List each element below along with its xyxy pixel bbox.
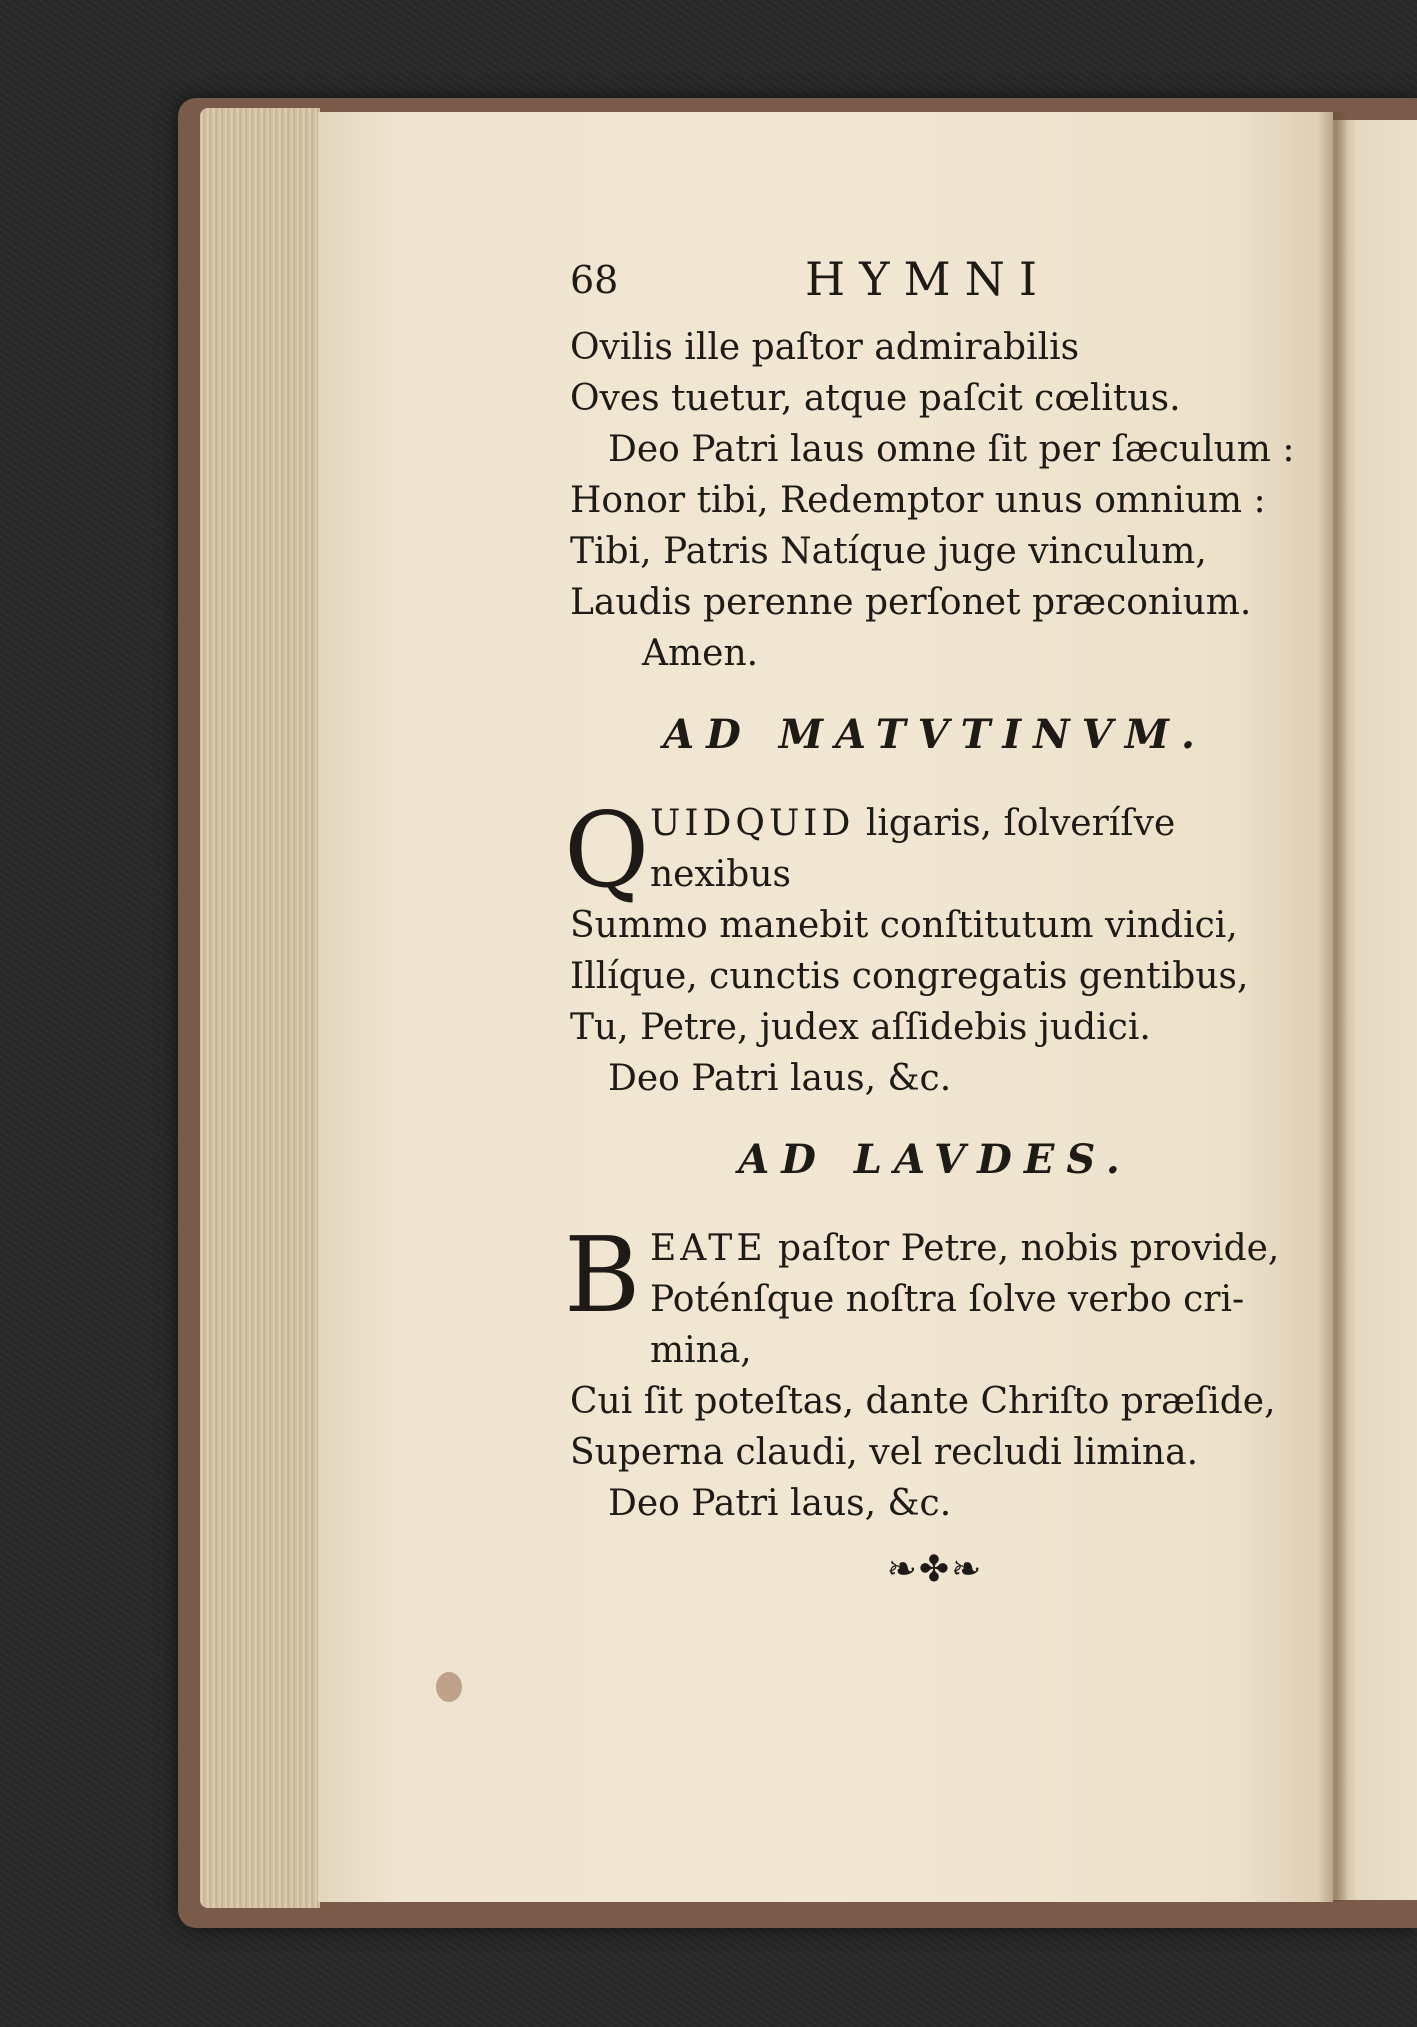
verse-line: Amen. [642,633,759,674]
verse-line: Deo Patri laus omne ſit per ſæculum : [608,429,1295,470]
verse-line [570,1223,1300,1274]
verse-line: Laudis perenne perſonet præconium. [570,582,1252,623]
stanza-laudes [564,1214,1300,1529]
verse-line: Ovilis ille paſtor admirabilis [570,327,1080,368]
running-title: HYMNI [805,252,1052,306]
verse-line: Tibi, Patris Natíque juge vinculum, [570,531,1207,572]
verse-line [570,798,1300,849]
hymn-ending [570,322,1300,679]
verse-line: Tu, Petre, judex aſſidebis judici. [570,1007,1151,1048]
section-title-laudes: AD LAVDES. [738,1136,1132,1183]
page-header [570,252,1300,322]
verse-line: Superna claudi, vel recludi limina. [570,1432,1199,1473]
page-edges [200,108,320,1908]
small-caps-word: UIDQUID [650,803,855,844]
verse-line: Deo Patri laus, &c. [608,1058,952,1099]
page-number: 68 [570,258,619,302]
verse-line: Honor tibi, Redemptor unus omnium : [570,480,1266,521]
small-caps-word: EATE [650,1228,767,1269]
drop-cap: B [564,1214,641,1336]
verse-line: Cui ſit poteſtas, dante Chriſto præſide, [570,1381,1276,1422]
verse-line: nexibus [650,854,792,895]
verse-line: Summo manebit conſtitutum vindici, [570,905,1238,946]
section-title-matutinum: AD MATVTINVM. [663,711,1207,758]
printer-ornament: ❧✤❧ [886,1549,984,1590]
page-text [564,252,1300,1590]
verse-line: Illíque, cunctis congregatis gentibus, [570,956,1249,997]
drop-cap: Q [564,789,650,911]
verse-line: Poténſque noſtra ſolve verbo cri- [650,1279,1245,1320]
verse-line: mina, [650,1330,752,1371]
stanza-matutinum [564,789,1300,1104]
paper-stain [436,1672,462,1702]
verse-text: paſtor Petre, nobis provide, [766,1228,1280,1269]
verse-line: Oves tuetur, atque paſcit cœlitus. [570,378,1181,419]
verse-text: ligaris, ſolveríſve [854,803,1176,844]
gutter-shadow [1318,112,1348,1902]
verse-line: Deo Patri laus, &c. [608,1483,952,1524]
